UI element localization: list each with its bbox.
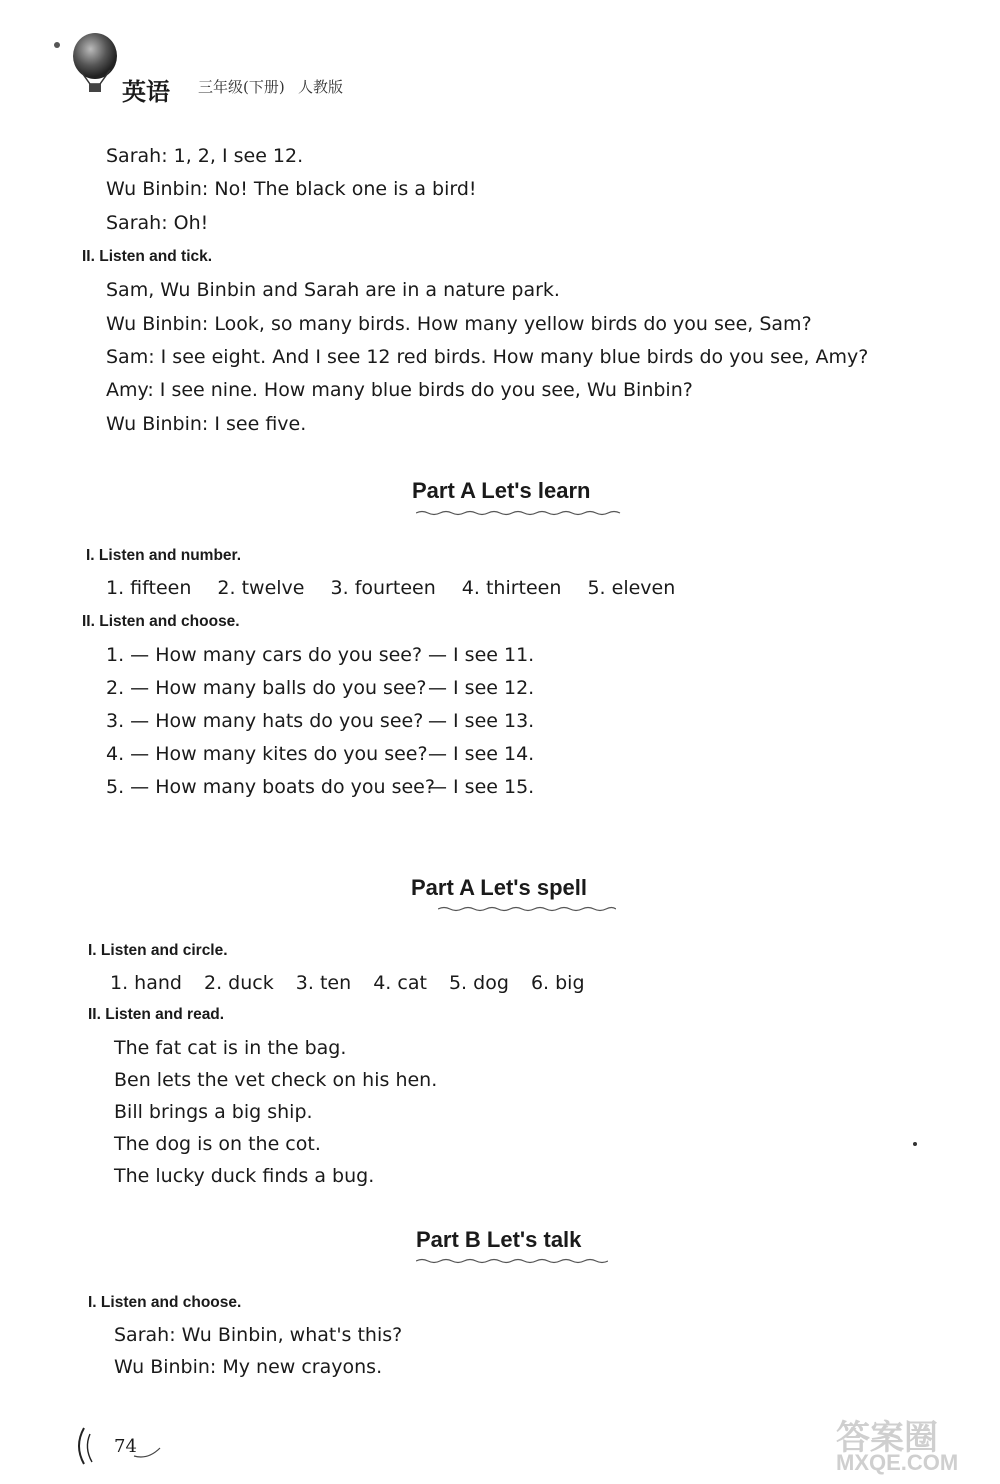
answer-text: — I see 12. bbox=[428, 677, 535, 699]
transcript-line: Wu Binbin: I see five. bbox=[106, 413, 307, 435]
read-sentence: Ben lets the vet check on his hen. bbox=[114, 1069, 438, 1091]
word-item: 5. dog bbox=[448, 972, 509, 994]
number-item: 1. fifteen bbox=[106, 577, 192, 599]
number-item: 4. thirteen bbox=[461, 577, 562, 599]
dialogue-line: Sarah: 1, 2, I see 12. bbox=[106, 145, 304, 167]
transcript-line: Wu Binbin: Look, so many birds. How many yellow birds do you see, Sam? bbox=[106, 313, 812, 335]
part-title-talk: Part B Let's talk bbox=[416, 1227, 582, 1252]
qa-row bbox=[106, 676, 534, 700]
question-text: 4. — How many kites do you see? bbox=[106, 743, 428, 765]
dialogue-line: Wu Binbin: No! The black one is a bird! bbox=[106, 178, 477, 200]
read-sentence: Bill brings a big ship. bbox=[114, 1101, 313, 1123]
section-heading: II. Listen and choose. bbox=[82, 613, 240, 630]
word-list bbox=[110, 971, 605, 995]
section-heading: I. Listen and choose. bbox=[88, 1294, 242, 1311]
header-dot bbox=[54, 42, 60, 48]
qa-row bbox=[106, 709, 534, 733]
section-heading: II. Listen and read. bbox=[88, 1006, 225, 1023]
title-underline-wave bbox=[438, 906, 616, 912]
dialogue-line: Sarah: Oh! bbox=[106, 212, 209, 234]
section-heading: I. Listen and circle. bbox=[88, 942, 228, 959]
question-text: 1. — How many cars do you see? bbox=[106, 644, 423, 666]
title-underline-wave bbox=[416, 510, 624, 516]
question-text: 2. — How many balls do you see? bbox=[106, 677, 427, 699]
read-sentence: The dog is on the cot. bbox=[114, 1133, 321, 1155]
answer-text: — I see 13. bbox=[428, 710, 535, 732]
watermark-url: MXQE.COM bbox=[836, 1450, 959, 1475]
answer-text: — I see 11. bbox=[428, 644, 535, 666]
transcript-line: Sam, Wu Binbin and Sarah are in a nature park. bbox=[106, 279, 560, 301]
qa-row bbox=[106, 643, 534, 667]
transcript-line: Sam: I see eight. And I see 12 red birds. How many blue birds do you see, Amy? bbox=[106, 346, 869, 368]
dialogue-line: Sarah: Wu Binbin, what's this? bbox=[114, 1324, 403, 1346]
dialogue-line: Wu Binbin: My new crayons. bbox=[114, 1356, 383, 1378]
subject-title: 英语 bbox=[122, 77, 170, 106]
word-item: 1. hand bbox=[110, 972, 182, 994]
page-number: 74 bbox=[114, 1436, 137, 1457]
word-item: 4. cat bbox=[373, 972, 427, 994]
question-text: 5. — How many boats do you see? bbox=[106, 776, 435, 798]
qa-row bbox=[106, 775, 534, 799]
answer-text: — I see 15. bbox=[428, 776, 535, 798]
hot-air-balloon-icon bbox=[68, 32, 122, 96]
number-item: 2. twelve bbox=[217, 577, 305, 599]
number-item: 3. fourteen bbox=[330, 577, 436, 599]
number-item: 5. eleven bbox=[587, 577, 676, 599]
section-heading: II. Listen and tick. bbox=[82, 248, 213, 265]
word-item: 3. ten bbox=[295, 972, 352, 994]
answer-text: — I see 14. bbox=[428, 743, 535, 765]
watermark-cn: 答案圈 bbox=[836, 1419, 938, 1457]
qa-row bbox=[106, 742, 534, 766]
part-title-spell: Part A Let's spell bbox=[411, 875, 587, 900]
word-item: 2. duck bbox=[204, 972, 274, 994]
read-sentence: The lucky duck finds a bug. bbox=[114, 1165, 375, 1187]
title-underline-wave bbox=[416, 1258, 608, 1264]
grade-label: 三年级(下册) bbox=[198, 78, 285, 96]
section-heading: I. Listen and number. bbox=[86, 547, 242, 564]
read-sentence: The fat cat is in the bag. bbox=[114, 1037, 347, 1059]
edition-label: 人教版 bbox=[298, 78, 344, 96]
transcript-line: Amy: I see nine. How many blue birds do you see, Wu Binbin? bbox=[106, 379, 693, 401]
part-title-learn: Part A Let's learn bbox=[412, 478, 591, 503]
number-list bbox=[106, 576, 695, 600]
question-text: 3. — How many hats do you see? bbox=[106, 710, 424, 732]
stray-dot bbox=[913, 1142, 917, 1146]
word-item: 6. big bbox=[530, 972, 585, 994]
